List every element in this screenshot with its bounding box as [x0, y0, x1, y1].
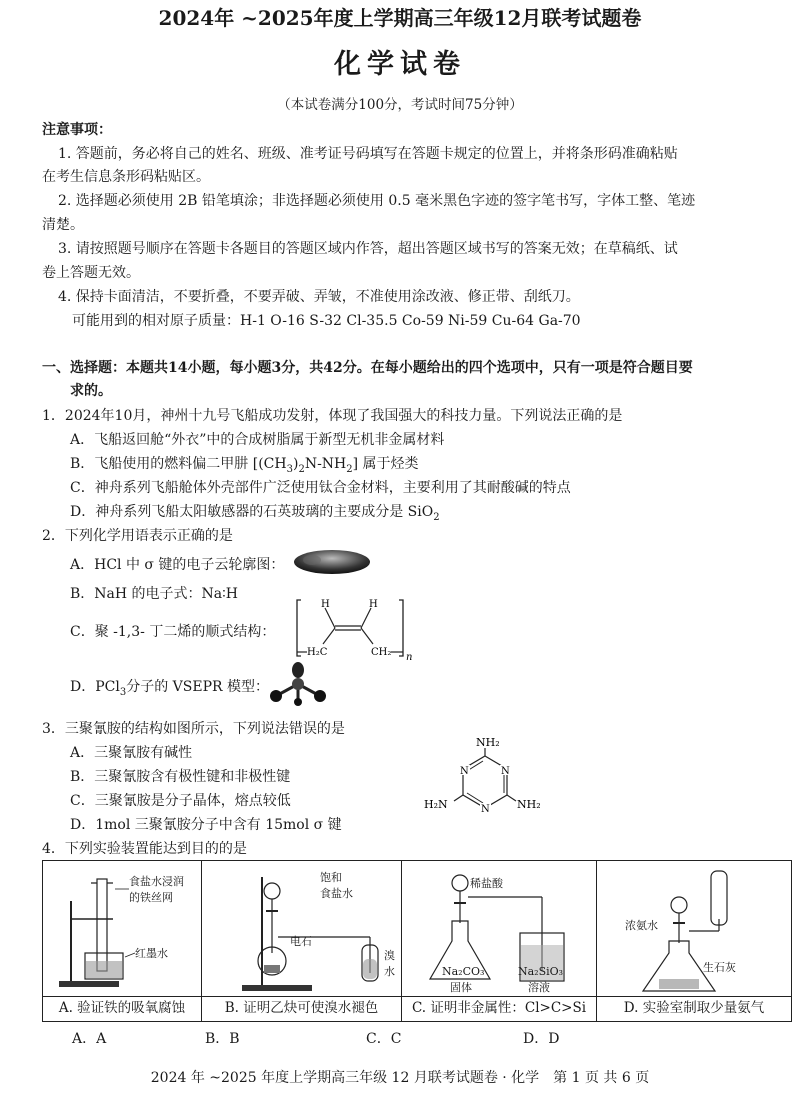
melamine-n3: N	[481, 804, 490, 815]
q4-option-b: B．B	[205, 1031, 240, 1047]
q3-stem: 3．三聚氰胺的结构如图所示，下列说法错误的是	[42, 721, 345, 737]
label-conc-ammonia: 浓氨水	[625, 919, 658, 932]
q3-option-c: C．三聚氰胺是分子晶体，熔点较低	[70, 793, 291, 809]
cis-polybutadiene-structure	[295, 596, 420, 662]
sigma-bond-orbital-diagram	[292, 548, 372, 576]
q4-apparatus-table	[42, 860, 792, 1022]
q4-option-a: A．A	[72, 1031, 107, 1047]
label-saturated: 饱和	[320, 871, 342, 884]
label-na2sio3: Na₂SiO₃	[518, 965, 564, 978]
section-1-title: 一、选择题：本题共14小题，每小题3分，共42分。在每小题给出的四个选项中，只有一项是符合题目要	[42, 360, 693, 376]
notice-item-4: 4. 保持卡面清洁，不要折叠，不要弄破、弄皱，不准使用涂改液、修正带、刮纸刀。	[58, 289, 580, 305]
subject-title: 化学试卷	[334, 49, 466, 80]
melamine-n1: N	[501, 766, 510, 777]
section-1-title-cont: 求的。	[70, 383, 112, 399]
pcl3-vsepr-model	[266, 662, 330, 706]
q1-option-c: C．神舟系列飞船舱体外壳部件广泛使用钛合金材料，主要利用了其耐酸碱的特点	[70, 480, 571, 496]
atomic-masses: 可能用到的相对原子质量：H-1 O-16 S-32 Cl-35.5 Co-59 Ni-59 Cu-64 Ga-70	[72, 313, 581, 329]
q2-stem: 2．下列化学用语表示正确的是	[42, 528, 233, 544]
melamine-nh2-right: NH₂	[517, 798, 541, 811]
q4-cap-a: A. 验证铁的吸氧腐蚀	[43, 996, 201, 1021]
struct-h2c: H₂C	[307, 647, 328, 658]
q1-stem: 1．2024年10月，神州十九号飞船成功发射，体现了我国强大的科技力量。下列说法正确的是	[42, 408, 623, 424]
notice-heading: 注意事项：	[42, 122, 112, 138]
q2-option-d: D．PCl$_3$分子的 VSEPR 模型：	[70, 679, 270, 698]
q4-cell-b	[202, 861, 402, 1021]
q2-option-a: A．HCl 中 σ 键的电子云轮廓图：	[70, 557, 285, 573]
label-calcium-carbide: 电石	[290, 935, 312, 948]
label-quicklime: 生石灰	[703, 961, 736, 974]
struct-ch2: CH₂	[371, 647, 392, 658]
label-red-ink: 红墨水	[135, 947, 168, 960]
label-salt-solution: 食盐水	[320, 887, 353, 900]
acetylene-apparatus	[202, 861, 401, 997]
q4-option-c: C．C	[366, 1031, 402, 1047]
exam-note: （本试卷满分100分，考试时间75分钟）	[277, 97, 523, 113]
notice-item-3-cont: 卷上答题无效。	[42, 265, 140, 281]
label-dilute-hcl: 稀盐酸	[470, 877, 503, 890]
melamine-structure	[420, 734, 550, 824]
struct-h-right: H	[369, 599, 378, 610]
label-iron-mesh: 的铁丝网	[129, 891, 173, 904]
q1-option-a: A．飞船返回舱“外衣”中的合成树脂属于新型无机非金属材料	[70, 432, 445, 448]
label-solution: 溶液	[528, 981, 550, 994]
q4-stem: 4．下列实验装置能达到目的的是	[42, 841, 247, 857]
notice-item-1: 1. 答题前，务必将自己的姓名、班级、准考证号码填写在答题卡规定的位置上，并将条形码准确粘贴	[58, 146, 678, 162]
label-bromine: 溴	[384, 949, 395, 962]
label-solid: 固体	[450, 981, 472, 994]
q3-option-a: A．三聚氰胺有碱性	[70, 745, 193, 761]
q3-option-d: D．1mol 三聚氰胺分子中含有 15mol σ 键	[70, 817, 342, 833]
melamine-nh2-top: NH₂	[476, 736, 500, 749]
q2-option-c: C．聚 -1,3- 丁二烯的顺式结构：	[70, 624, 276, 640]
notice-item-1-cont: 在考生信息条形码粘贴区。	[42, 169, 210, 185]
q4-cell-d	[597, 861, 791, 1021]
q4-cell-c	[402, 861, 597, 1021]
page-footer: 2024 年 ~2025 年度上学期高三年级 12 月联考试题卷 · 化学 第 1 页 共 6 页	[150, 1070, 650, 1086]
struct-h-left: H	[321, 599, 330, 610]
melamine-n2: N	[460, 766, 469, 777]
q2-option-b: B．NaH 的电子式：Na∶H	[70, 586, 238, 602]
q4-cell-a	[43, 861, 202, 1021]
q1-option-b: B．飞船使用的燃料偏二甲肼 $[(CH_3)_2N-NH_2]$ 属于烃类	[70, 456, 419, 475]
q3-option-b: B．三聚氰胺含有极性键和非极性键	[70, 769, 291, 785]
struct-n: n	[406, 652, 413, 662]
exam-title: 2024年 ~2025年度上学期高三年级12月联考试题卷	[158, 6, 642, 30]
q4-cap-c: C. 证明非金属性：Cl>C>Si	[402, 996, 596, 1021]
label-na2co3: Na₂CO₃	[442, 965, 485, 978]
q1-option-d: D．神舟系列飞船太阳敏感器的石英玻璃的主要成分是 SiO$_2$	[70, 504, 440, 523]
q4-cap-d: D. 实验室制取少量氨气	[597, 996, 791, 1021]
q4-option-d: D．D	[523, 1031, 560, 1047]
notice-item-3: 3. 请按照题号顺序在答题卡各题目的答题区域内作答，超出答题区域书写的答案无效；在草稿纸、试	[58, 241, 678, 257]
notice-item-2-cont: 清楚。	[42, 217, 84, 233]
melamine-h2n-left: H₂N	[424, 798, 448, 811]
label-salt-water: 食盐水浸润	[129, 875, 184, 888]
label-water: 水	[384, 965, 395, 978]
q4-cap-b: B. 证明乙炔可使溴水褪色	[202, 996, 401, 1021]
notice-item-2: 2. 选择题必须使用 2B 铅笔填涂；非选择题必须使用 0.5 毫米黑色字迹的签字笔书写，字体工整、笔迹	[58, 193, 696, 209]
